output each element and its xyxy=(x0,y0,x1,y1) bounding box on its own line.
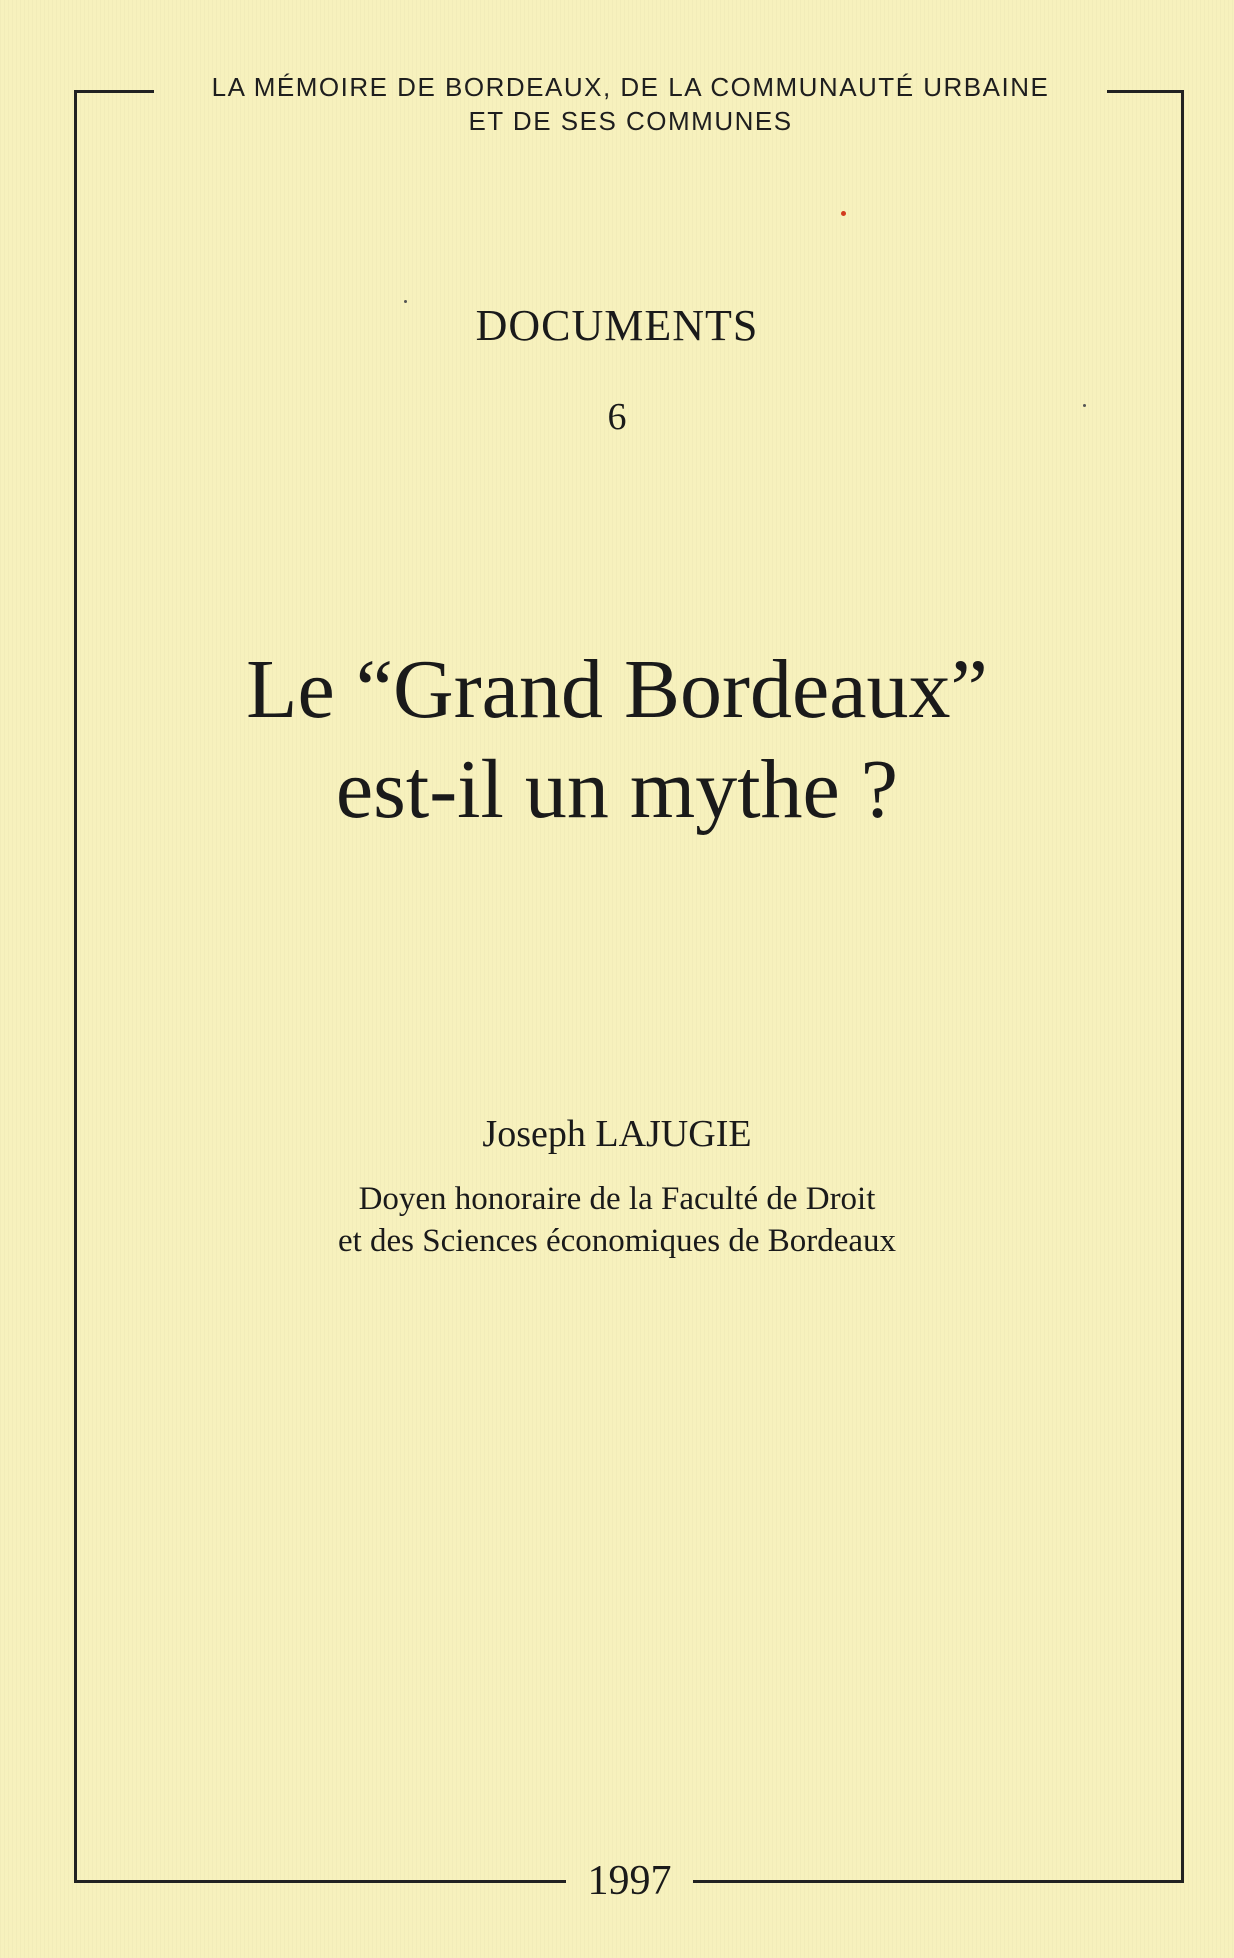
author-affiliation-line-2: et des Sciences économiques de Bordeaux xyxy=(337,1223,897,1259)
series-title xyxy=(154,70,1107,138)
series-title-line-2: ET DE SES COMMUNES xyxy=(468,106,793,136)
book-title-line-1: Le “Grand Bordeaux” xyxy=(246,643,988,736)
publication-year: 1997 xyxy=(587,1858,672,1904)
author-name: Joseph LAJUGIE xyxy=(482,1113,752,1155)
frame-bottom-left-line xyxy=(74,1880,566,1883)
book-title xyxy=(0,640,1234,840)
frame-top-left-line xyxy=(74,90,154,93)
paper-speck xyxy=(841,211,846,216)
paper-speck xyxy=(404,300,407,303)
collection-name: DOCUMENTS xyxy=(475,301,759,350)
book-title-line-2: est-il un mythe ? xyxy=(335,743,899,836)
series-title-line-1: LA MÉMOIRE DE BORDEAUX, DE LA COMMUNAUTÉ URBAINE xyxy=(211,72,1050,102)
author-affiliation xyxy=(0,1178,1234,1262)
frame-left-line xyxy=(74,90,77,1883)
frame-right-line xyxy=(1181,90,1184,1883)
paper-speck xyxy=(1083,404,1086,407)
collection-number: 6 xyxy=(607,396,627,438)
frame-top-right-line xyxy=(1107,90,1184,93)
frame-bottom-right-line xyxy=(693,1880,1184,1883)
author-affiliation-line-1: Doyen honoraire de la Faculté de Droit xyxy=(358,1181,876,1217)
